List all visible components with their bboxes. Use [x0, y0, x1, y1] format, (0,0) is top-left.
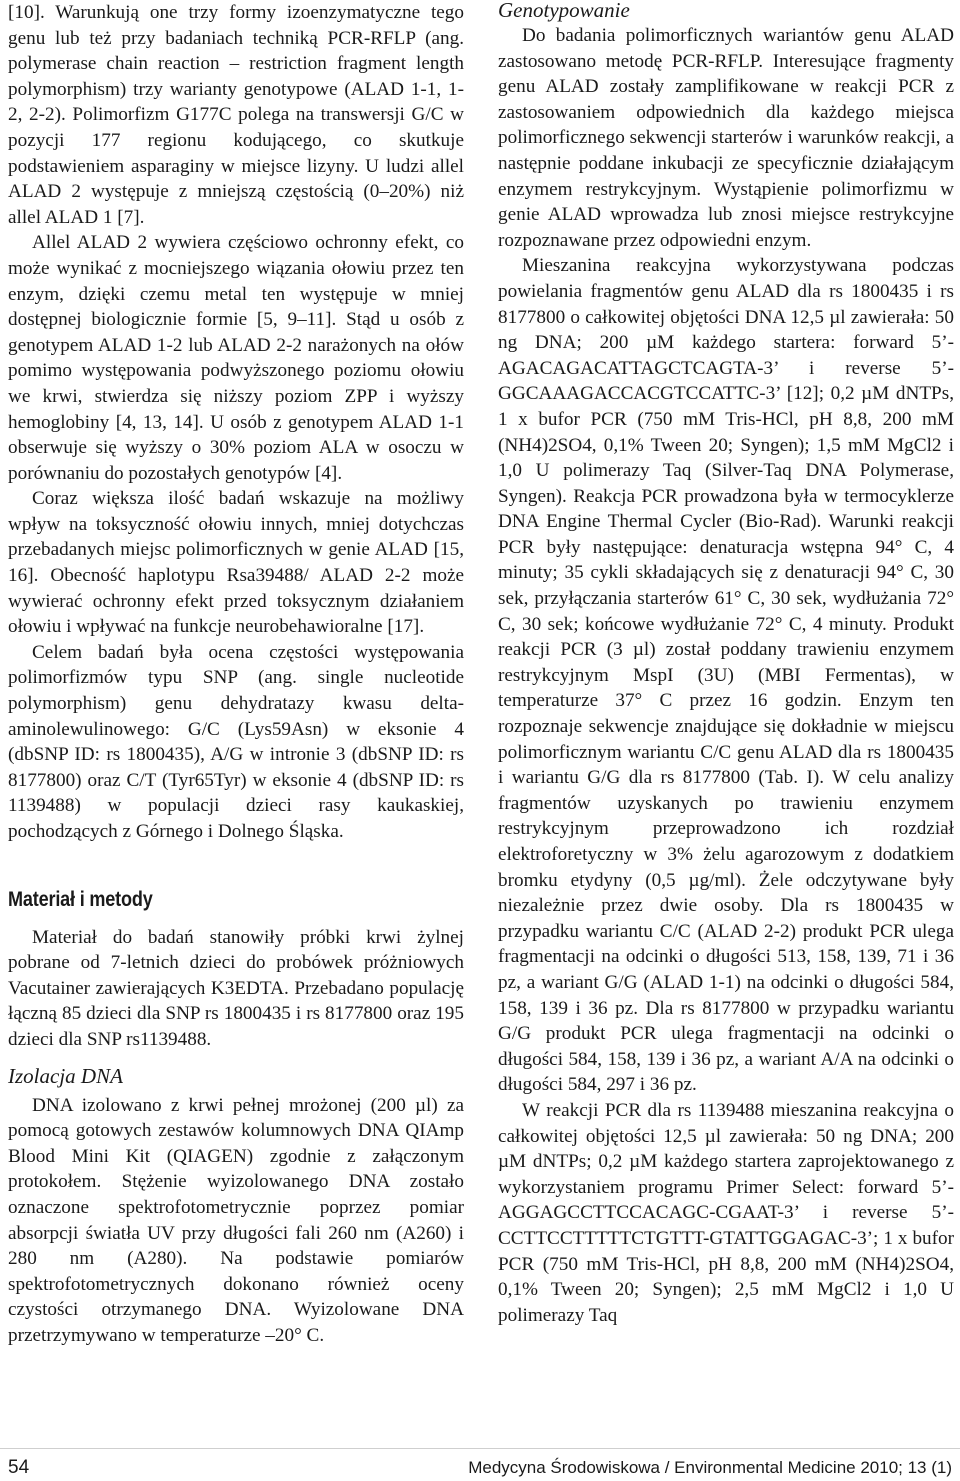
paragraph: Celem badań była ocena częstości występowania polimorfizmów typu SNP (ang. single nucleotide polymorphism) genu dehydratazy kwasu delta-aminolewulinowego: G/C (Lys59Asn) w eksonie 4 (dbSNP ID: rs 1800435), A/G w intronie 3 (dbSNP ID: rs 8177800) oraz C/T (Tyr65Tyr) w eksonie 4 (dbSNP ID: rs 1139488) w populacji dzieci rasy kaukaskiej, pochodzących z Górnego i Dolnego Śląska. — [8, 641, 464, 842]
paragraph: [10]. Warunkują one trzy formy izoenzymatyczne tego genu lub też przy badaniach techniką PCR-RFLP (ang. polymerase chain reaction – restriction fragment length polymorphism) trzy warianty genotypowe (ALAD 1-1, 1-2, 2-2). Polimorfizm G177C polega na transwersji G/C w pozycji 177 regionu kodującego, co skutkuje podstawieniem asparaginy w miejsce lizyny. U ludzi allel ALAD 2 występuje z mniejszą częstością (0–20%) niż allel ALAD 1 [7]. — [8, 2, 464, 228]
section-heading: Materiał i metody — [8, 887, 153, 911]
paragraph: Materiał do badań stanowiły próbki krwi żylnej pobrane od 7-letnich dzieci do probówek próżniowych Vacutainer zawierających K3EDTA. Przebadano populację łączną 85 dzieci dla SNP rs 1800435 i rs 8177800 oraz 195 dzieci dla SNP rs1139488. — [8, 926, 464, 1050]
paragraph: Coraz większa ilość badań wskazuje na możliwy wpływ na toksyczność ołowiu innych, mniej dotychczas przebadanych miejsc polimorficznych w genie ALAD [15, 16]. Obecność haplotypu Rsa39488/ ALAD 2-2 może wywierać ochronny efekt przed toksycznym działaniem ołowiu i wpływać na funkcje neurobehawioralne [17]. — [8, 488, 464, 638]
journal-citation: Medycyna Środowiskowa / Environmental Medicine 2010; 13 (1) — [468, 1458, 952, 1477]
page-number: 54 — [8, 1457, 30, 1478]
paragraph: Mieszanina reakcyjna wykorzystywana podczas powielania fragmentów genu ALAD dla rs 1800435 i rs 8177800 o całkowitej objętości DNA 12,5 µl zawierała: 50 ng DNA; 200 µM każdego startera: forward 5’-AGACAGACATTAGCTCAGTA-3’ i reverse 5’-GGCAAAGACCACGTCCATTC-3’ [12]; 0,2 µM dNTPs, 1 x bufor PCR (750 mM Tris-HCl, pH 8,8, 200 mM (NH4)2SO4, 0,1% Tween 20; Syngen); 1,5 mM MgCl2 i 1,0 U polimerazy Taq (Silver-Taq DNA Polymerase, Syngen). Reakcja PCR prowadzona była w termocyklerze DNA Engine Thermal Cycler (Bio-Rad). Warunki reakcji PCR były następujące: denaturacja wstępna 94° C, 4 minuty; 35 cykli składających się z denaturacji 94° C, 30 sek, przyłączania starterów 61° C, 30 sek, wydłużania 72° C, 30 sek; końcowe wydłużanie 72° C, 4 minuty. Produkt reakcji PCR (3 µl) został poddany trawieniu enzymem restrykcyjnym MspI (3U) (MBI Fermentas), w temperaturze 37° C przez 16 godzin. Enzym ten rozpoznaje sekwencje znajdujące się dokładnie w miejscu polimorficznym wariantu C/C genu ALAD dla rs 1800435 i wariantu G/G dla rs 8177800 (Tab. I). W celu analizy fragmentów uzyskanych po trawieniu enzymem restrykcyjnym przeprowadzono ich rozdział elektroforetyczny w 3% żelu agarozowym z dodatkiem bromku etydyny (0,5 µg/ml). Żele odczytywane były niezależnie przez dwie osoby. Dla rs 1800435 w przypadku wariantu C/C (ALAD 2-2) produkt PCR ulega fragmentacji na odcinki o długości 513, 158, 139, 71 i 36 pz, a wariant G/G (ALAD 1-1) na odcinki o długości 584, 158, 139 i 36 pz. Dla rs 8177800 w przypadku wariantu G/G produkt PCR ulega fragmentacji na odcinki o długości 584, 158, 139 i 36 pz, a wariant A/A na odcinki o długości 584, 297 i 36 pz. — [498, 255, 954, 1096]
subsection-heading: Genotypowanie — [498, 0, 630, 22]
paragraph: Allel ALAD 2 wywiera częściowo ochronny efekt, co może wynikać z mocniejszego wiązania ołowiu przez ten enzym, dzięki czemu metal ten występuje w mniej dostępnej biologicznie formie [5, 9–11]. Stąd u osób z genotypem ALAD 1-2 lub ALAD 2-2 narażonych na ołów pomimo występowania podwyższonego poziomu ołowiu we krwi, stwierdza się niższy poziom ZPP i wyższy hemoglobiny [4, 13, 14]. U osób z genotypem ALAD 1-1 obserwuje się wyższy o 30% poziom ALA w osoczu w porównaniu do pozostałych genotypów [4]. — [8, 232, 464, 484]
paragraph: W reakcji PCR dla rs 1139488 mieszanina reakcyjna o całkowitej objętości 12,5 µl zawierała: 50 ng DNA; 200 µM dNTPs; 0,2 µM każdego startera zaprojektowanego z wykorzystaniem programu Primer Select: forward 5’-AGGAGCCTTCCACAGC-CGAAT-3’ i reverse 5’-CCTTCCTTTTTCTGTTT-GTATTGGAGAC-3’; 1 x bufor PCR (750 mM Tris-HCl, pH 8,8, 200 mM (NH4)2SO4, 0,1% Tween 20; Syngen); 2,5 mM MgCl2 i 1,0 U polimerazy Taq — [498, 1099, 954, 1326]
left-column — [8, 0, 464, 1349]
paragraph: Do badania polimorficznych wariantów genu ALAD zastosowano metodę PCR-RFLP. Interesujące fragmenty genu ALAD zostały zamplifikowane w reakcji PCR z zastosowaniem odpowiednich dla każdego miejsca polimorficznego sekwencji starterów i warunków reakcji, a następnie poddane inkubacji ze specyficznie działającym enzymem restrykcyjnym. Wystąpienie polimorfizmu w genie ALAD wprowadza lub znosi miejsce restrykcyjne rozpoznawane przez odpowiedni enzym. — [498, 25, 954, 251]
paragraph: DNA izolowano z krwi pełnej mrożonej (200 µl) za pomocą gotowych zestawów kolumnowych DNA QIAmp Blood Mini Kit (QIAGEN) zgodnie z załączonym protokołem. Stężenie wyizolowanego DNA zostało oznaczone spektrofotometrycznie poprzez pomiar absorpcji światła UV przy długości fali 260 nm (A260) i 280 nm (A280). Na podstawie pomiarów spektrofotometrycznych dokonano również oceny czystości otrzymanego DNA. Wyizolowane DNA przetrzymywano w temperaturze –20° C. — [8, 1094, 464, 1346]
right-column — [498, 0, 954, 1328]
page-footer — [0, 1448, 960, 1481]
subsection-heading: Izolacja DNA — [8, 1063, 123, 1088]
